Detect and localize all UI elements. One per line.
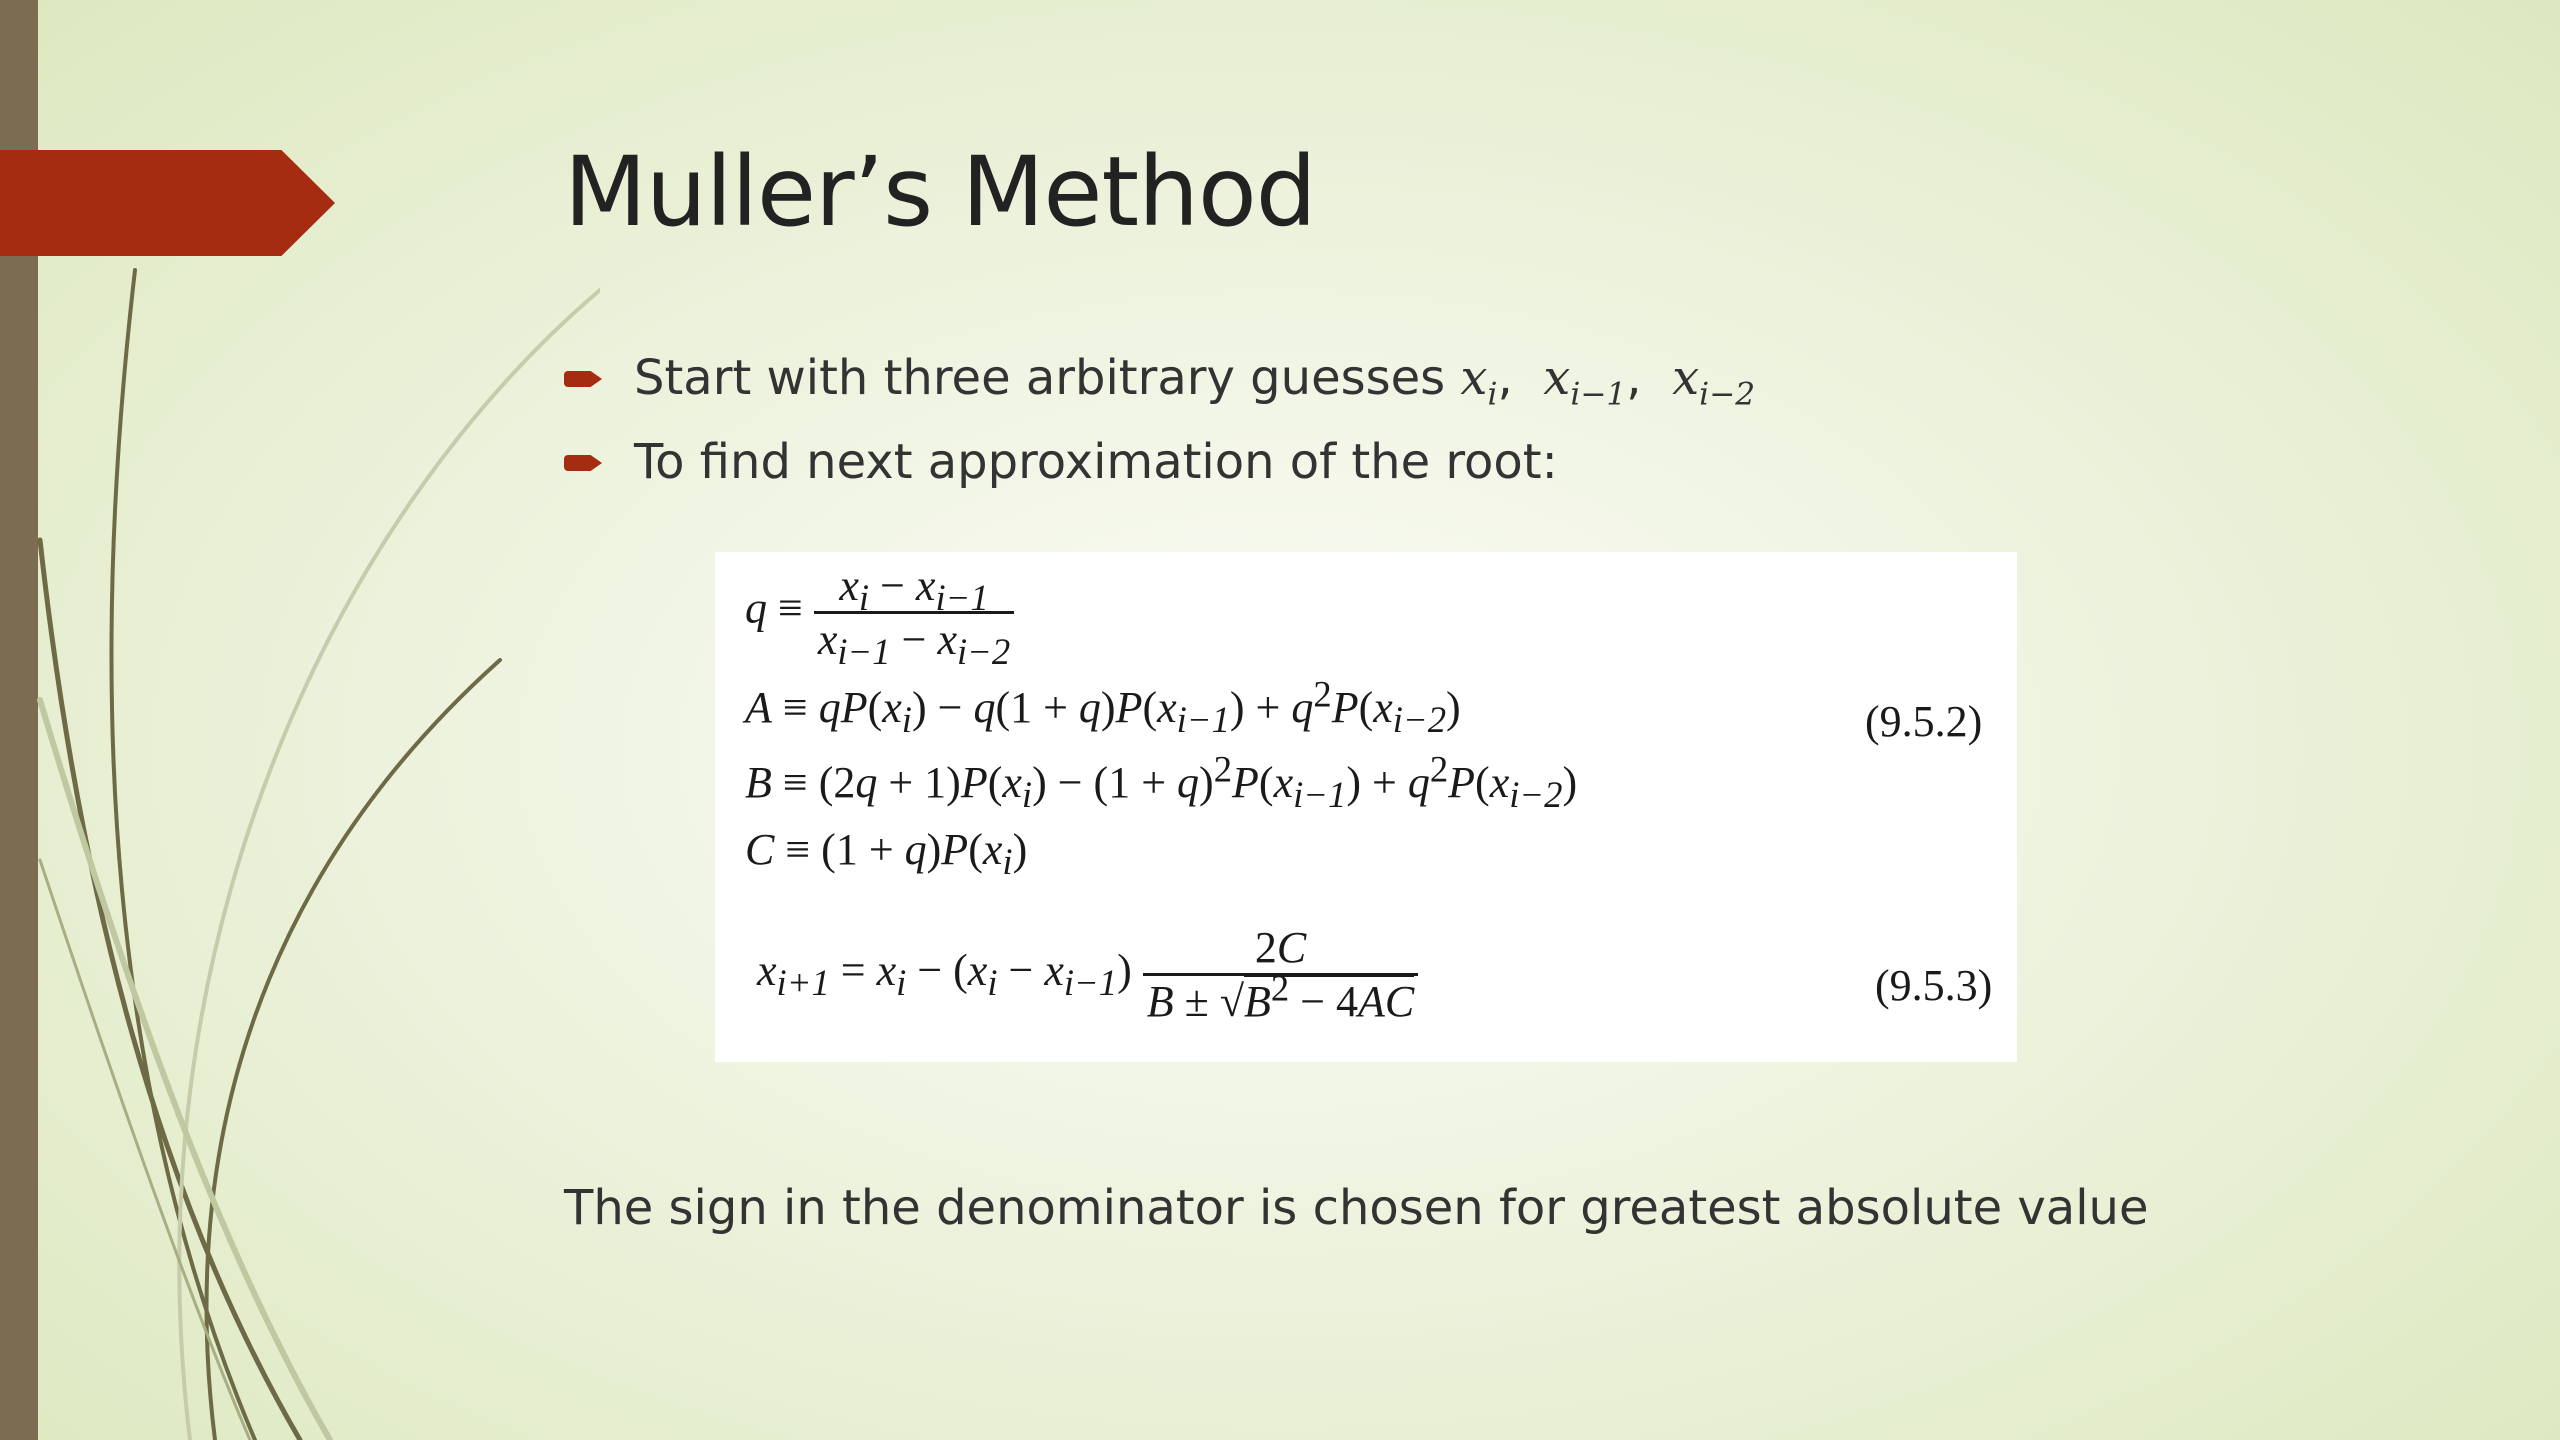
bullet-item-next-approximation xyxy=(564,420,1755,504)
bullet-text-next-approximation: To find next approximation of the root: xyxy=(634,434,1558,490)
equation-q: q ≡ $\frac{x_i - x_{i-1}}{x_{i-1} - x_{i-2}}$ xyxy=(745,560,1014,665)
update-fraction: $\frac{2C}{B \pm √B^2 - 4AC}$ xyxy=(1143,922,1418,1027)
bullet-list xyxy=(564,336,1755,504)
equation-c: $C \equiv (1 + q)P(x_i)$ xyxy=(745,825,1028,882)
equation-update: $x_{i+1} = x_i - (x_i - x_{i-1})$ $\frac{2C}{B \pm √B^2 - 4AC}$ xyxy=(757,922,1418,1027)
equation-label-9-5-2: (9.5.2) xyxy=(1865,697,1983,746)
bullet-item-guesses: Start with three arbitrary guesses $x_i$, $x_{i-1}$, $x_{i-2}$ xyxy=(564,336,1755,420)
title-accent-arrow xyxy=(0,150,335,256)
guess-x-i: $x_i$ xyxy=(1460,350,1498,413)
bullet-text-guesses: Start with three arbitrary guesses xyxy=(634,350,1461,406)
equation-image xyxy=(715,552,2017,1062)
equation-a: $A \equiv qP(x_i) - q(1 + q)P(x_{i-1}) + q^2P(x_{i-2})$ xyxy=(745,673,1461,740)
arrow-bullet-icon xyxy=(564,455,602,471)
slide-title: Muller’s Method xyxy=(564,136,1316,248)
guess-x-i-minus-1: $x_{i-1}$ xyxy=(1543,350,1627,413)
footer-note: The sign in the denominator is chosen for greatest absolute value xyxy=(564,1180,2149,1236)
q-fraction: $\frac{x_i - x_{i-1}}{x_{i-1} - x_{i-2}}$ xyxy=(814,560,1014,665)
guess-x-i-minus-2: $x_{i-2}$ xyxy=(1672,350,1756,413)
equation-b: $B \equiv (2q + 1)P(x_i) - (1 + q)^2P(x_{i-1}) + q^2P(x_{i-2})$ xyxy=(745,748,1578,815)
arrow-bullet-icon xyxy=(564,371,602,387)
equation-label-9-5-3: (9.5.3) xyxy=(1875,961,1993,1010)
